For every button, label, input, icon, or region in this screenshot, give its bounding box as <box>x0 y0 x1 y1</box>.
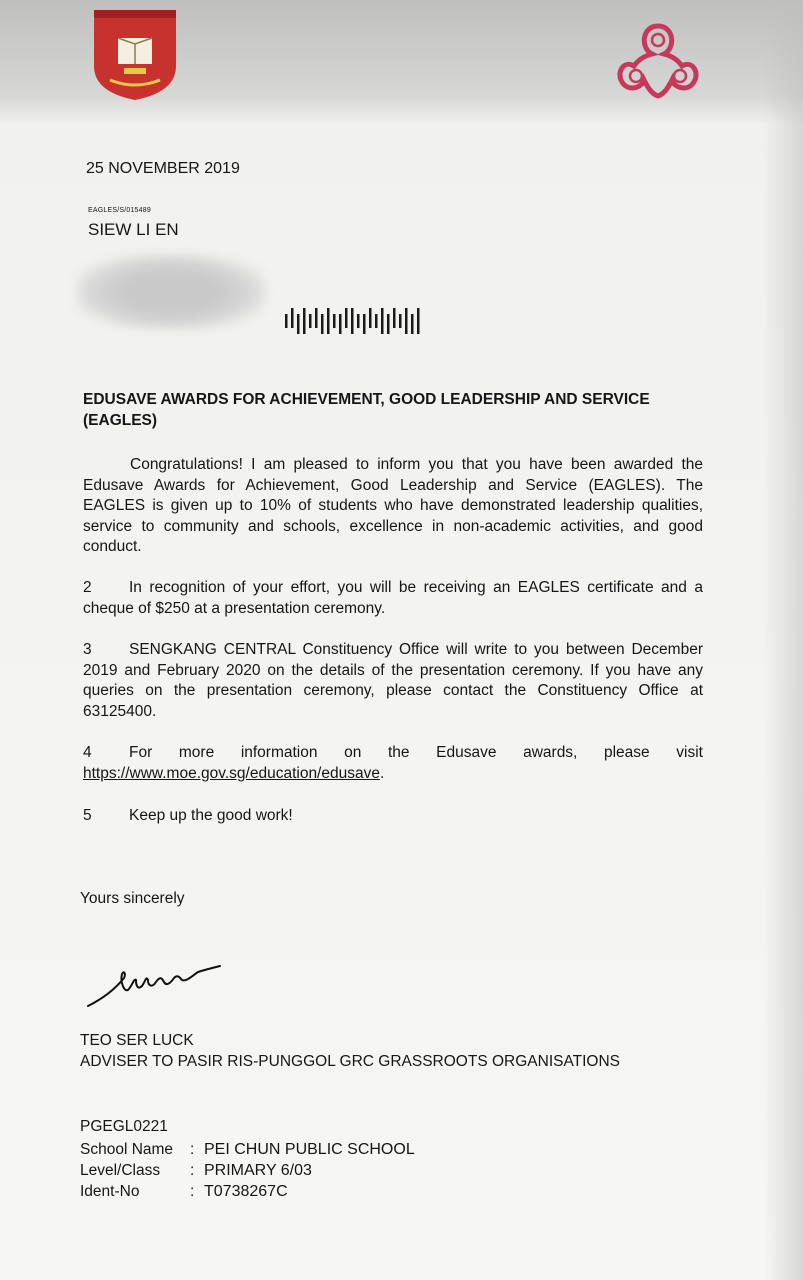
student-info <box>80 1139 415 1202</box>
paragraph-3 <box>83 640 703 722</box>
edusave-link[interactable]: https://www.moe.gov.sg/education/edusave <box>83 764 380 782</box>
paragraph-text: Keep up the good work! <box>129 807 293 824</box>
paragraph-4 <box>83 743 703 784</box>
paragraph-5 <box>83 806 703 827</box>
page-shadow <box>763 0 803 1280</box>
info-row-ident <box>80 1181 415 1202</box>
letter-heading: EDUSAVE AWARDS FOR ACHIEVEMENT, GOOD LEADERSHIP AND SERVICE (EAGLES) <box>83 391 650 429</box>
paragraph-2 <box>83 578 703 619</box>
closing: Yours sincerely <box>80 890 185 907</box>
student-code: PGEGL0221 <box>80 1118 168 1135</box>
signer-title: ADVISER TO PASIR RIS-PUNGGOL GRC GRASSROOTS ORGANISATIONS <box>80 1053 621 1070</box>
crest-icon <box>92 8 178 102</box>
info-row-school <box>80 1139 415 1160</box>
redaction-blur <box>76 254 266 330</box>
reference-number: EAGLES/S/015489 <box>88 207 151 214</box>
paragraph-punctuation: . <box>379 764 385 782</box>
paragraph-text: In recognition of your effort, you will be receiving an EAGLES certificate and a cheque of $250 at a presentation ceremony. <box>83 579 703 617</box>
organisation-logo-icon <box>612 18 704 110</box>
letter-date: 25 NOVEMBER 2019 <box>86 160 240 177</box>
info-colon: : <box>190 1183 195 1200</box>
barcode-icon <box>285 308 425 334</box>
info-value: PEI CHUN PUBLIC SCHOOL <box>204 1141 415 1158</box>
paragraph-text: SENGKANG CENTRAL Constituency Office will write to you between December 2019 and February 2020 on the details of the presentation ceremony. If you have any queries on the presentation ceremony, please contact the Constituency Office at 63125400. <box>83 641 703 720</box>
paragraph-1: Congratulations! I am pleased to inform you that you have been awarded the Edusave Awards for Achievement, Good Leadership and Service (EAGLES). The EAGLES is given up to 10% of students who have demonstrated leadership qualities, service to community and schools, excellence in non-academic activities, and good conduct. <box>83 456 703 555</box>
info-label: Ident-No <box>80 1183 140 1200</box>
info-label: Level/Class <box>80 1162 161 1179</box>
recipient-name: SIEW LI EN <box>88 220 179 239</box>
info-row-class <box>80 1160 415 1181</box>
info-colon: : <box>190 1162 195 1179</box>
paragraph-number: 4 <box>83 744 92 761</box>
info-value: T0738267C <box>204 1183 288 1200</box>
signature-icon <box>84 958 226 1012</box>
paragraph-number: 2 <box>83 579 92 596</box>
paragraph-number: 5 <box>83 807 92 824</box>
info-label: School Name <box>80 1141 174 1158</box>
info-colon: : <box>190 1141 195 1158</box>
paragraph-text: For more information on the Edusave awards, please visit <box>129 744 703 761</box>
signer-name: TEO SER LUCK <box>80 1032 194 1049</box>
paragraph-number: 3 <box>83 641 92 658</box>
info-value: PRIMARY 6/03 <box>204 1162 312 1179</box>
